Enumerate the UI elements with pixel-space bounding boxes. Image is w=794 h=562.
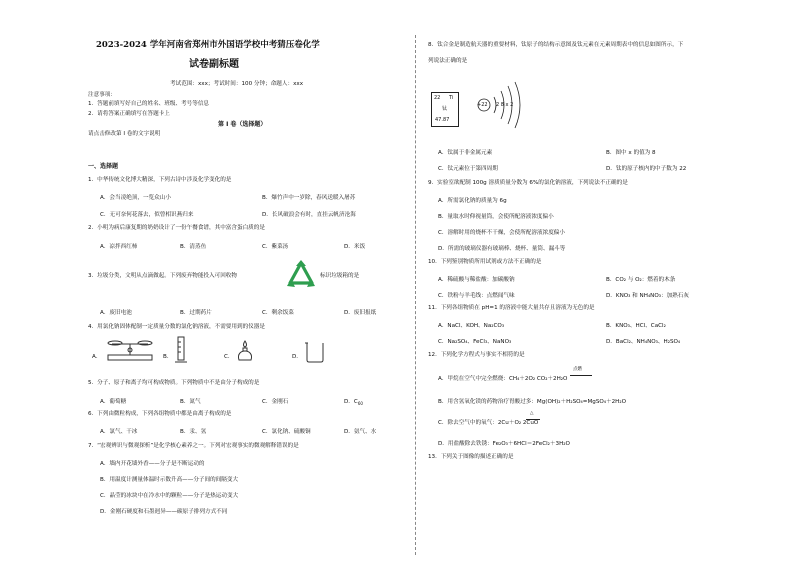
option-line: C．溶解时用的烧杯不干燥，会使所配溶液浓度偏小 (438, 230, 565, 236)
option: B．过期药片 (180, 310, 212, 316)
option-line: B．量取水时仰视量筒，会使所配溶液浓度偏小 (438, 214, 554, 220)
element-name: 钛 (442, 106, 448, 112)
option: B．清蒸鱼 (180, 244, 207, 250)
option: B．汞、氢 (180, 429, 207, 435)
exam-info: 考试范围：xxx；考试时间：100 分钟；命题人：xxx (170, 81, 304, 87)
option-line: C．除去空气中的氧气：2Cu＋O₂ 2CuO (438, 420, 539, 426)
note-item: 1．答题前填写好自己的姓名、班级、考号等信息 (88, 101, 210, 107)
reaction-arrow (570, 375, 592, 376)
question-stem: 10．下列鉴别物质所用试剂或方法不正确的是 (428, 259, 542, 265)
exam-subtitle: 试卷副标题 (189, 59, 239, 70)
alcohol-lamp-icon (236, 340, 254, 362)
option: D． (292, 354, 302, 360)
nucleus-label: +22 (477, 102, 488, 108)
option: A．葡萄糖 (100, 399, 127, 405)
option-line: B．用含氢氧化镁的药物治疗胃酸过多：Mg(OH)₂＋H₂SO₄=MgSO₄＋2H₂O (438, 399, 627, 405)
question-stem: 3．垃圾分类，文明从点滴做起。下列废弃物能投入可回收物 (88, 273, 237, 279)
recycle-icon (283, 258, 319, 294)
option: C．剩余饭菜 (262, 310, 294, 316)
option-line: D．用盐酸除去铁锈：Fe₂O₃＋6HCl＝2FeCl₂＋3H₂O (438, 441, 570, 447)
question-stem: 11．下列各组物质在 pH=1 的溶液中能大量共存且溶液为无色的是 (428, 305, 595, 311)
element-tile (431, 92, 459, 127)
option: C． (224, 354, 234, 360)
option: A．凉拌西红柿 (100, 244, 138, 250)
option: A．NaCl、KOH、Na₂CO₃ (438, 323, 505, 329)
option: A． (92, 354, 102, 360)
question-stem: 13．下列关于图像的描述正确的是 (428, 454, 514, 460)
column-divider (415, 35, 416, 555)
option: A．稀硫酸与稀盐酸：加碳酸钠 (438, 277, 515, 283)
atomic-mass: 47.87 (435, 117, 450, 123)
option-line: D．所需的玻璃仪器有玻璃棒、烧杯、量筒、漏斗等 (438, 246, 566, 252)
subscript: 60 (357, 401, 363, 407)
question-stem: 7．“宏观辨识与微观探析”是化学核心素养之一。下列对宏观事实的微观解释错误的是 (88, 443, 299, 449)
option: B．氮气 (180, 399, 201, 405)
exam-title: 2023-2024 学年河南省郑州市外国语学校中考猜压卷化学 (96, 40, 320, 50)
option: C．无可奈何花落去，似曾相识燕归来 (100, 212, 194, 218)
option: C．紫菜汤 (262, 244, 289, 250)
option-line: B．用温度计测量体温时示数升高——分子间的间隔变大 (100, 477, 239, 483)
option: D．长风破浪会有时，直挂云帆济沧海 (262, 212, 356, 218)
question-stem: 5．分子、原子和离子均可构成物质。下列物质中不是由分子构成的是 (88, 380, 260, 386)
question-stem: 1．中华传统文化博大精深，下列古诗中涉及化学变化的是 (88, 177, 232, 183)
option: C．氯化钠、硫酸铜 (262, 429, 311, 435)
option: A．钛属于非金属元素 (438, 150, 493, 156)
part1-desc: 请点击修改第 I 卷的文字说明 (88, 131, 161, 137)
option: B． (163, 354, 173, 360)
question-stem: 6．下列由微粒构成，下列各组物质中都是由离子构成的是 (88, 411, 232, 417)
reaction-arrow (526, 419, 540, 420)
option: D．KNO₃ 和 NH₄NO₃：加熟石灰 (606, 293, 689, 299)
option: D．BaCl₂、NH₄NO₃、H₂SO₄ (606, 339, 681, 345)
shell-electrons: 2 8 x 2 (496, 102, 514, 108)
right-column (418, 0, 794, 562)
question-stem: 9．实验室欲配制 100g 溶质质量分数为 6%的氯化钠溶液，下列说法不正确的是 (428, 180, 628, 186)
question-stem: 12．下列化学方程式与事实不相符的是 (428, 352, 525, 358)
option: D．氨气、水 (344, 429, 377, 435)
balance-icon (104, 338, 156, 362)
notes-heading: 注意事项： (88, 92, 116, 98)
atomic-number: 22 (434, 95, 441, 101)
option-text: D．C (344, 399, 358, 405)
question-stem: 4．用氯化钠固体配制一定质量分数的氯化钠溶液，不需要用到的仪器是 (88, 324, 265, 330)
option: B．爆竹声中一岁除，春风送暖入屠苏 (262, 195, 356, 201)
beaker-icon (304, 341, 326, 363)
question-stem: 2．小明为病后康复期的奶奶设计了一份午餐食谱，其中富含蛋白质的是 (88, 225, 265, 231)
option (344, 397, 363, 405)
option: D．钛的原子核内的中子数为 22 (606, 166, 687, 172)
option-line: A．所需氯化钠的质量为 6g (438, 198, 507, 204)
part1-title: 第 I 卷（选择题） (218, 121, 267, 128)
option: C．铁粉与羊毛线：点燃闻气味 (438, 293, 515, 299)
element-symbol: Ti (449, 95, 454, 101)
option: C．金刚石 (262, 399, 289, 405)
option: C．钛元素位于第四周期 (438, 166, 498, 172)
option: A．会当凌绝顶，一览众山小 (100, 195, 171, 201)
option-line: A．甲烷在空气中完全燃烧：CH₄＋2O₂ CO₂＋2H₂O (438, 376, 568, 382)
option: D．废旧报纸 (344, 310, 377, 316)
question-stem: 8．钛合金是制造航天器的重要材料，钛原子的结构示意图及钛元素在元素周期表中的信息如图所示，下 (428, 42, 684, 48)
reaction-condition: 点燃 (573, 367, 582, 372)
section-heading: 一、选择题 (88, 163, 119, 170)
graduated-cylinder-icon (174, 336, 188, 364)
option: A．废旧电池 (100, 310, 132, 316)
option-line: A．墙内开花墙外香——分子是不断运动的 (100, 461, 205, 467)
option: C．Na₂SO₄、FeCl₃、NaNO₃ (438, 339, 512, 345)
option-line: C．晶莹的冰块中在冷水中的颗粒——分子是热运动变大 (100, 493, 239, 499)
reaction-condition: △ (530, 411, 534, 416)
option-line: D．金刚石硬度和石墨迥异——碳原子排列方式不同 (100, 509, 228, 515)
option: B．CO₂ 与 O₂：燃着的木条 (606, 277, 676, 283)
option: B．KNO₃、HCl、CaCl₂ (606, 323, 666, 329)
question-stem-tail: 标识垃圾箱的是 (320, 273, 360, 279)
option: B．图中 x 的值为 8 (606, 150, 656, 156)
option: D．米饭 (344, 244, 366, 250)
note-item: 2．请将答案正确填写在答题卡上 (88, 111, 170, 117)
option: A．氯气、干冰 (100, 429, 138, 435)
question-stem-cont: 列说法正确的是 (428, 58, 468, 64)
